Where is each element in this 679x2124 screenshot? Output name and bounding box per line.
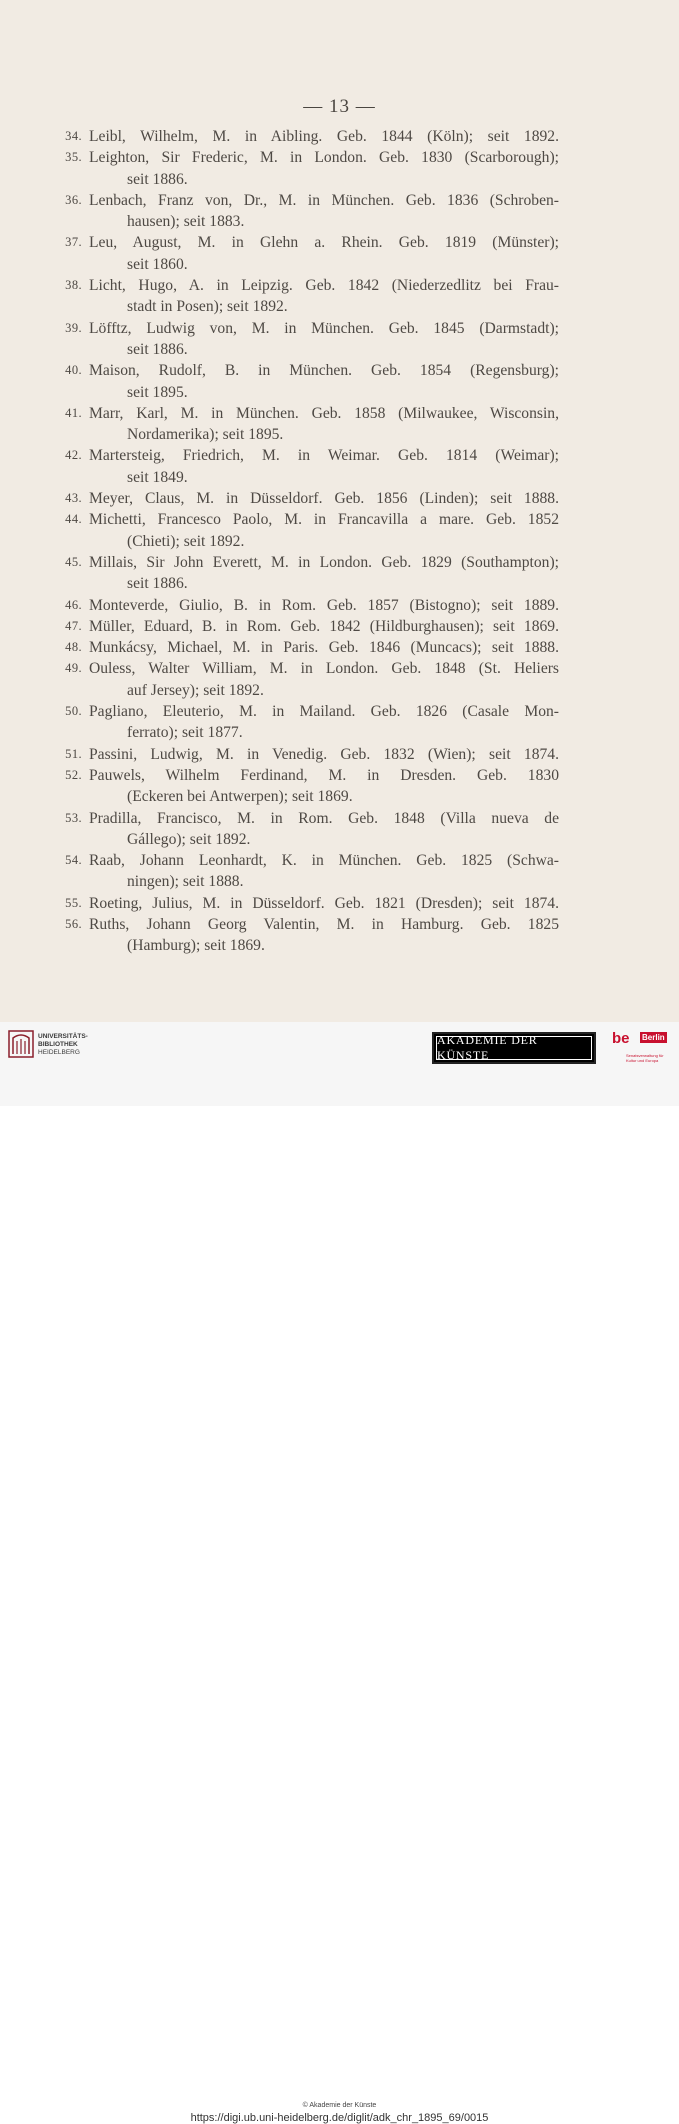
entry-text (89, 893, 559, 914)
list-item (0, 190, 679, 233)
entry-line: Pradilla, Francisco, M. in Rom. Geb. 1848 (Villa nueva de (89, 809, 559, 827)
permalink-url[interactable]: https://digi.ub.uni-heidelberg.de/diglit/adk_chr_1895_69/0015 (190, 2112, 489, 2124)
list-item (0, 147, 679, 190)
list-item (0, 552, 679, 595)
entry-number: 40. (65, 363, 82, 378)
entry-list (0, 126, 679, 957)
bkm-be-text: be (612, 1030, 630, 1047)
entry-text (89, 360, 559, 403)
entry-number: 37. (65, 235, 82, 250)
entry-continuation-line: seit 1886. (127, 340, 188, 358)
list-item (0, 403, 679, 446)
list-item (0, 616, 679, 637)
entry-number: 49. (65, 661, 82, 676)
entry-number: 45. (65, 554, 82, 569)
footer-bar (0, 1022, 679, 2124)
bkm-berlin-badge: Berlin (642, 1033, 665, 1042)
entry-text (89, 595, 559, 616)
list-item (0, 275, 679, 318)
entry-continuation-line: Gállego); seit 1892. (127, 830, 251, 848)
entry-number: 44. (65, 512, 82, 527)
scanned-page (0, 0, 679, 1022)
entry-text (89, 616, 559, 637)
entry-line: Lenbach, Franz von, Dr., M. in München. Geb. 1836 (Schroben- (89, 191, 559, 209)
list-item (0, 637, 679, 658)
entry-line: Leibl, Wilhelm, M. in Aibling. Geb. 1844 (Köln); seit 1892. (89, 128, 559, 145)
entry-line: Martersteig, Friedrich, M. in Weimar. Geb. 1814 (Weimar); (89, 447, 559, 465)
entry-continuation-line: Nordamerika); seit 1895. (127, 426, 284, 444)
entry-number: 34. (65, 129, 82, 143)
university-line-1: UNIVERSITÄTS- (38, 1033, 88, 1040)
entry-number: 54. (65, 853, 82, 868)
entry-text (89, 488, 559, 509)
entry-text (89, 318, 559, 361)
list-item (0, 232, 679, 275)
entry-line: Ruths, Johann Georg Valentin, M. in Hamburg. Geb. 1825 (89, 915, 559, 933)
entry-text (89, 552, 559, 595)
entry-line: Meyer, Claus, M. in Düsseldorf. Geb. 1856 (Linden); seit 1888. (89, 490, 559, 508)
list-item (0, 658, 679, 701)
entry-continuation-line: seit 1895. (127, 383, 188, 401)
entry-continuation-line: seit 1849. (127, 468, 188, 486)
entry-text (89, 126, 559, 147)
bkm-small-text: Senatsverwaltung für Kultur und Europa (626, 1053, 664, 1063)
list-item (0, 360, 679, 403)
entry-line: Munkácsy, Michael, M. in Paris. Geb. 1846 (Muncacs); seit 1888. (89, 639, 559, 657)
entry-continuation-line: seit 1886. (127, 170, 188, 188)
entry-text (89, 850, 559, 893)
entry-number: 50. (65, 704, 82, 719)
entry-number: 51. (65, 746, 82, 761)
entry-number: 46. (65, 597, 82, 612)
entry-text (89, 637, 559, 658)
list-item (0, 488, 679, 509)
entry-number: 41. (65, 405, 82, 420)
entry-line: Marr, Karl, M. in München. Geb. 1858 (Milwaukee, Wisconsin, (89, 404, 559, 422)
entry-line: Passini, Ludwig, M. in Venedig. Geb. 1832 (Wien); seit 1874. (89, 745, 559, 763)
university-line-3: HEIDELBERG (38, 1049, 80, 1056)
entry-line: Millais, Sir John Everett, M. in London. Geb. 1829 (Southampton); (89, 553, 559, 571)
entry-text (89, 914, 559, 957)
entry-text (89, 509, 559, 552)
entry-line: Michetti, Francesco Paolo, M. in Francavilla a mare. Geb. 1852 (89, 511, 559, 529)
list-item (0, 595, 679, 616)
list-item (0, 318, 679, 361)
entry-line: Ouless, Walter William, M. in London. Geb. 1848 (St. Heliers (89, 660, 559, 678)
university-logo-icon[interactable] (8, 1030, 34, 1058)
university-line-2: BIBLIOTHEK (38, 1041, 78, 1048)
list-item (0, 445, 679, 488)
entry-number: 38. (65, 278, 82, 293)
entry-line: Raab, Johann Leonhardt, K. in München. Geb. 1825 (Schwa- (89, 852, 559, 870)
entry-continuation-line: seit 1860. (127, 255, 188, 273)
entry-line: Müller, Eduard, B. in Rom. Geb. 1842 (Hildburghausen); seit 1869. (89, 617, 559, 635)
entry-text (89, 765, 559, 808)
list-item (0, 765, 679, 808)
list-item (0, 893, 679, 914)
entry-line: Licht, Hugo, A. in Leipzig. Geb. 1842 (Niederzedlitz bei Frau- (89, 277, 559, 295)
entry-line: Monteverde, Giulio, B. in Rom. Geb. 1857 (Bistogno); seit 1889. (89, 596, 559, 614)
entry-line: Leighton, Sir Frederic, M. in London. Geb. 1830 (Scarborough); (89, 149, 559, 167)
entry-line: Roeting, Julius, M. in Düsseldorf. Geb. 1821 (Dresden); seit 1874. (89, 894, 559, 912)
page-number: — 13 — (303, 96, 376, 117)
entry-line: Pauwels, Wilhelm Ferdinand, M. in Dresden. Geb. 1830 (89, 766, 559, 784)
entry-text (89, 701, 559, 744)
entry-continuation-line: stadt in Posen); seit 1892. (127, 298, 288, 316)
entry-number: 48. (65, 640, 82, 655)
entry-continuation-line: hausen); seit 1883. (127, 213, 245, 231)
list-item (0, 808, 679, 851)
entry-continuation-line: (Hamburg); seit 1869. (127, 937, 265, 955)
entry-number: 39. (65, 320, 82, 335)
entry-text (89, 808, 559, 851)
university-name[interactable] (38, 1033, 88, 1057)
entry-number: 43. (65, 491, 82, 506)
entry-continuation-line: auf Jersey); seit 1892. (127, 681, 264, 699)
entry-text (89, 147, 559, 190)
entry-text (89, 275, 559, 318)
entry-continuation-line: seit 1886. (127, 575, 188, 593)
entry-text (89, 403, 559, 446)
akademie-label: AKADEMIE DER KÜNSTE (436, 1036, 592, 1060)
entry-line: Maison, Rudolf, B. in München. Geb. 1854 (Regensburg); (89, 362, 559, 380)
entry-number: 52. (65, 767, 82, 782)
entry-number: 53. (65, 810, 82, 825)
entry-continuation-line: ningen); seit 1888. (127, 873, 244, 891)
entry-line: Pagliano, Eleuterio, M. in Mailand. Geb. 1826 (Casale Mon- (89, 703, 559, 721)
entry-continuation-line: (Eckeren bei Antwerpen); seit 1869. (127, 788, 353, 806)
akademie-logo[interactable] (432, 1032, 596, 1064)
entry-number: 42. (65, 448, 82, 463)
list-item (0, 509, 679, 552)
entry-text (89, 190, 559, 233)
entry-text (89, 744, 559, 765)
copyright-notice: © Akademie der Künste (302, 2102, 377, 2109)
list-item (0, 126, 679, 147)
list-item (0, 701, 679, 744)
entry-text (89, 658, 559, 701)
entry-text (89, 232, 559, 275)
entry-number: 36. (65, 192, 82, 207)
entry-number: 35. (65, 150, 82, 165)
entry-number: 56. (65, 916, 82, 931)
entry-number: 47. (65, 618, 82, 633)
list-item (0, 850, 679, 893)
entry-line: Löfftz, Ludwig von, M. in München. Geb. 1845 (Darmstadt); (89, 319, 559, 337)
senate-berlin-logo[interactable] (610, 1030, 670, 1070)
list-item (0, 744, 679, 765)
entry-continuation-line: ferrato); seit 1877. (127, 724, 243, 742)
entry-number: 55. (65, 895, 82, 910)
entry-continuation-line: (Chieti); seit 1892. (127, 532, 245, 550)
list-item (0, 914, 679, 957)
entry-text (89, 445, 559, 488)
entry-line: Leu, August, M. in Glehn a. Rhein. Geb. 1819 (Münster); (89, 234, 559, 252)
